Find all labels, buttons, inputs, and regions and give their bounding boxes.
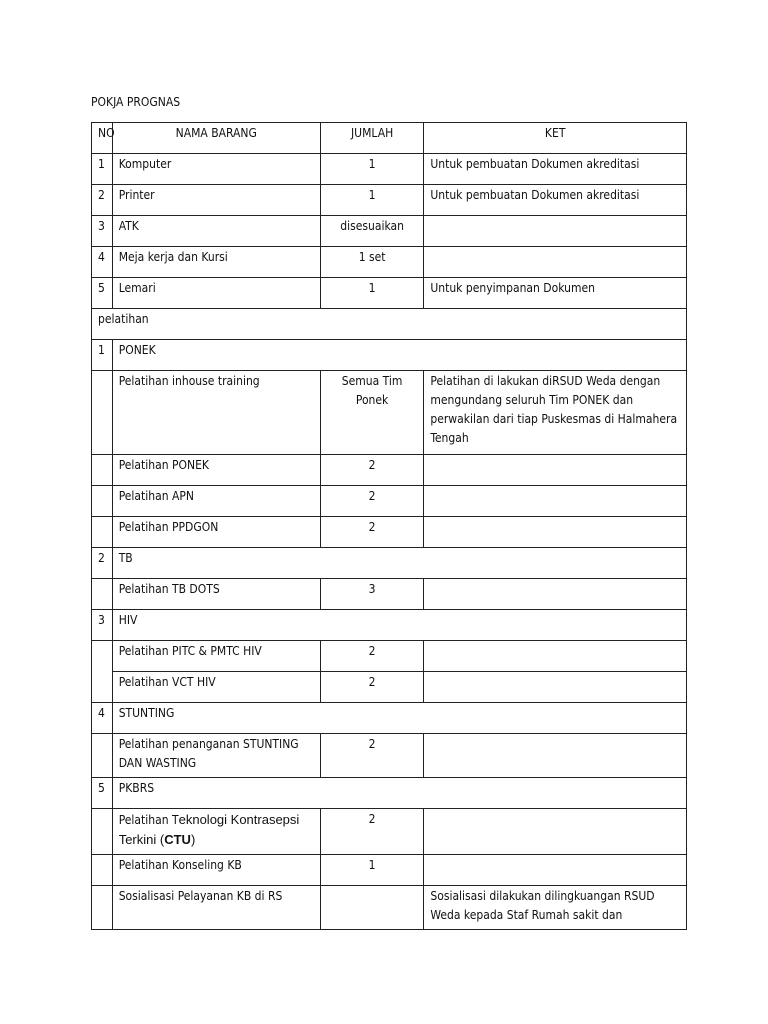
cell-jumlah: 1 set	[320, 247, 424, 278]
table-row	[92, 579, 687, 610]
cell-nama: Pelatihan PITC & PMTC HIV	[112, 641, 320, 672]
section-name: PONEK	[112, 340, 686, 371]
cell-jumlah: 1	[320, 154, 424, 185]
cell-jumlah: Semua Tim Ponek	[320, 371, 424, 455]
cell-jumlah: 2	[320, 641, 424, 672]
table-row	[92, 455, 687, 486]
cell-jumlah: 2	[320, 734, 424, 778]
header-ket: KET	[424, 123, 687, 154]
nama-bold-text: CTU	[164, 832, 191, 847]
cell-jumlah: 2	[320, 517, 424, 548]
table-row	[92, 185, 687, 216]
cell-nama: Meja kerja dan Kursi	[112, 247, 320, 278]
cell-jumlah: 2	[320, 809, 424, 855]
section-header-row	[92, 548, 687, 579]
cell-nama: Printer	[112, 185, 320, 216]
table-row	[92, 855, 687, 886]
cell-jumlah: 2	[320, 486, 424, 517]
table-row	[92, 672, 687, 703]
cell-no	[92, 371, 113, 455]
cell-no	[92, 517, 113, 548]
header-nama-barang: NAMA BARANG	[112, 123, 320, 154]
header-no: NO	[92, 123, 113, 154]
cell-jumlah: 1	[320, 278, 424, 309]
section-no: 5	[92, 778, 113, 809]
section-name: TB	[112, 548, 686, 579]
section-header-row	[92, 778, 687, 809]
section-no: 3	[92, 610, 113, 641]
cell-nama: Lemari	[112, 278, 320, 309]
cell-ket: Sosialisasi dilakukan dilingkuangan RSUD Weda kepada Staf Rumah sakit dan	[424, 886, 687, 930]
cell-jumlah: 2	[320, 455, 424, 486]
cell-nama: Komputer	[112, 154, 320, 185]
cell-ket	[424, 517, 687, 548]
cell-jumlah: 1	[320, 855, 424, 886]
section-name: HIV	[112, 610, 686, 641]
cell-no: 2	[92, 185, 113, 216]
pelatihan-header-row	[92, 309, 687, 340]
document-title: POKJA PROGNAS	[91, 95, 181, 109]
cell-no	[92, 734, 113, 778]
cell-ket	[424, 455, 687, 486]
table-row	[92, 278, 687, 309]
cell-ket	[424, 247, 687, 278]
cell-ket	[424, 579, 687, 610]
section-no: 4	[92, 703, 113, 734]
cell-jumlah: disesuaikan	[320, 216, 424, 247]
cell-nama: Pelatihan VCT HIV	[112, 672, 320, 703]
cell-jumlah	[320, 886, 424, 930]
pelatihan-header: pelatihan	[92, 309, 687, 340]
cell-nama: Pelatihan penanganan STUNTING DAN WASTING	[112, 734, 320, 778]
cell-nama: Pelatihan Konseling KB	[112, 855, 320, 886]
nama-prefix: Pelatihan T	[118, 813, 179, 827]
cell-ket	[424, 216, 687, 247]
cell-nama: Pelatihan PONEK	[112, 455, 320, 486]
section-name: STUNTING	[112, 703, 686, 734]
table-row	[92, 886, 687, 930]
cell-nama: Pelatihan APN	[112, 486, 320, 517]
table-row	[92, 734, 687, 778]
cell-ket: Untuk pembuatan Dokumen akreditasi	[424, 154, 687, 185]
cell-no	[92, 486, 113, 517]
nama-arial-text: eknologi Kontrasepsi Terkini (	[118, 812, 300, 847]
nama-suffix: )	[190, 832, 196, 847]
section-header-row	[92, 340, 687, 371]
table-row	[92, 641, 687, 672]
cell-nama: Pelatihan TB DOTS	[112, 579, 320, 610]
cell-no	[92, 886, 113, 930]
cell-ket: Untuk pembuatan Dokumen akreditasi	[424, 185, 687, 216]
cell-no: 3	[92, 216, 113, 247]
cell-ket	[424, 641, 687, 672]
cell-no	[92, 579, 113, 610]
table-row	[92, 247, 687, 278]
items-table	[91, 122, 687, 930]
cell-ket	[424, 672, 687, 703]
table-row	[92, 809, 687, 855]
cell-ket	[424, 855, 687, 886]
cell-ket: Pelatihan di lakukan diRSUD Weda dengan mengundang seluruh Tim PONEK dan perwakilan dari tiap Puskesmas di Halmahera Tengah	[424, 371, 687, 455]
header-jumlah: JUMLAH	[320, 123, 424, 154]
cell-ket	[424, 809, 687, 855]
cell-nama: Sosialisasi Pelayanan KB di RS	[112, 886, 320, 930]
table-header-row	[92, 123, 687, 154]
cell-no: 1	[92, 154, 113, 185]
cell-jumlah: 1	[320, 185, 424, 216]
table-row	[92, 154, 687, 185]
cell-ket: Untuk penyimpanan Dokumen	[424, 278, 687, 309]
section-name: PKBRS	[112, 778, 686, 809]
section-header-row	[92, 703, 687, 734]
cell-nama	[112, 809, 320, 855]
cell-no	[92, 855, 113, 886]
table-row	[92, 486, 687, 517]
cell-no	[92, 641, 113, 703]
cell-ket	[424, 486, 687, 517]
table-row	[92, 517, 687, 548]
cell-no	[92, 455, 113, 486]
cell-nama: Pelatihan inhouse training	[112, 371, 320, 455]
table-row	[92, 371, 687, 455]
section-no: 1	[92, 340, 113, 371]
table-row	[92, 216, 687, 247]
section-header-row	[92, 610, 687, 641]
cell-no: 4	[92, 247, 113, 278]
cell-jumlah: 2	[320, 672, 424, 703]
cell-no	[92, 809, 113, 855]
cell-no: 5	[92, 278, 113, 309]
cell-nama: ATK	[112, 216, 320, 247]
cell-jumlah: 3	[320, 579, 424, 610]
cell-nama: Pelatihan PPDGON	[112, 517, 320, 548]
cell-ket	[424, 734, 687, 778]
section-no: 2	[92, 548, 113, 579]
